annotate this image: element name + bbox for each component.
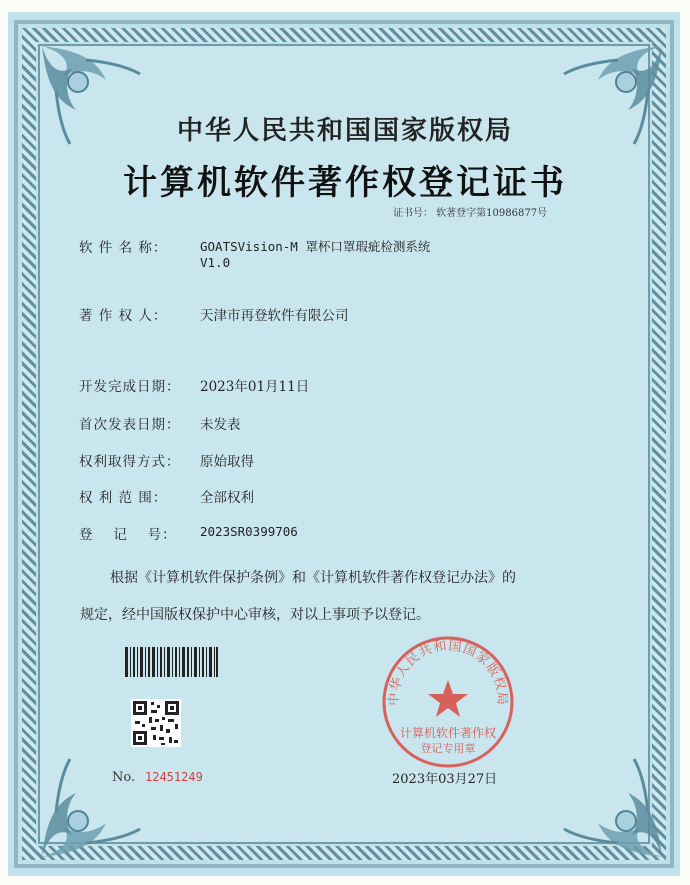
certificate-title: 计算机软件著作权登记证书 (123, 163, 567, 203)
field-label-completion-date: 开发完成日期： (79, 379, 181, 395)
seal-line-2: 登记专用章 (420, 742, 476, 755)
seal-outer-text: 中华人民共和国国家版权局 (386, 638, 510, 706)
field-value-completion-date: 2023年01月11日 (200, 379, 310, 395)
statement-line-1: 根据《计算机软件保护条例》和《计算机软件著作权登记办法》的 (110, 570, 516, 586)
official-seal-icon (378, 632, 518, 772)
qr-code-icon (131, 699, 181, 747)
certificate-number-label: 证书号： (393, 208, 433, 219)
field-label-acquisition-method: 权利取得方式： (79, 454, 181, 470)
certificate-number (393, 204, 547, 219)
field-value-registration-number: 2023SR0399706 (200, 524, 298, 539)
statement-line-2: 规定，经中国版权保护中心审核，对以上事项予以登记。 (80, 607, 430, 623)
field-label-publication-date: 首次发表日期： (79, 417, 181, 433)
field-label-registration-number: 登 记 号： (79, 527, 177, 543)
field-value-rights-scope: 全部权利 (200, 490, 254, 506)
issue-date: 2023年03月27日 (392, 772, 498, 787)
field-label-software-name: 软 件 名 称： (79, 240, 168, 256)
field-value-software-version: V1.0 (200, 255, 231, 270)
field-value-acquisition-method: 原始取得 (200, 454, 254, 470)
corner-ornament-icon (558, 753, 668, 863)
issuing-authority: 中华人民共和国国家版权局 (176, 116, 513, 146)
seal-line-1: 计算机软件著作权 (399, 726, 497, 740)
field-value-software-name: GOATSVision-M 罩杯口罩瑕疵检测系统 (200, 239, 431, 254)
certificate-number-value: 软著登字第10986877号 (436, 208, 548, 219)
field-label-copyright-owner: 著 作 权 人： (79, 308, 168, 324)
serial-number-label: No. (112, 770, 136, 785)
serial-number-value: 12451249 (145, 770, 203, 784)
field-value-copyright-owner: 天津市再登软件有限公司 (200, 308, 349, 324)
barcode-icon (125, 647, 218, 677)
field-label-rights-scope: 权 利 范 围： (79, 490, 168, 506)
field-value-publication-date: 未发表 (200, 417, 241, 433)
